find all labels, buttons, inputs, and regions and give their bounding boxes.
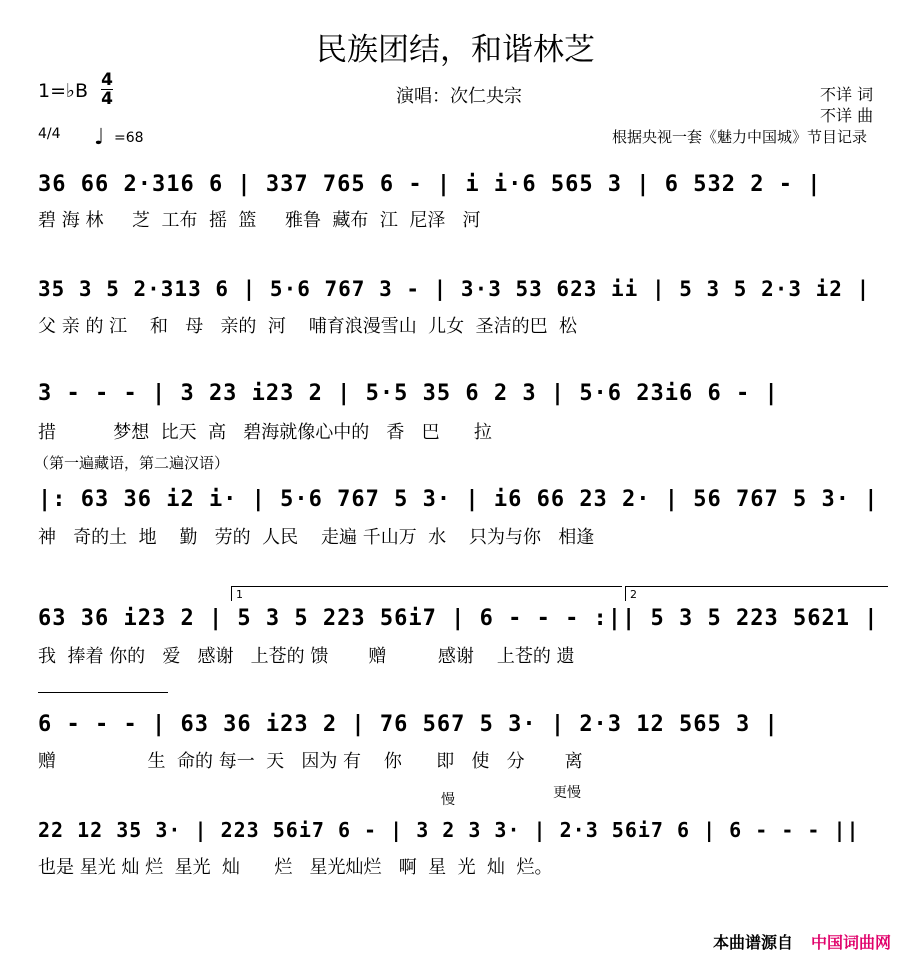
notation-line: 35 3 5 2·313 6 | 5·6 767 3 - | 3·3 53 623 ii | 5 3 5 2·3 i2 | [38, 277, 871, 301]
volta-bracket-1 [231, 586, 622, 601]
volta-bracket-2 [625, 586, 888, 601]
tempo-slow-marking: 慢 [441, 792, 455, 808]
music-system-5 [0, 602, 911, 636]
site-brand-link[interactable]: 中国词曲网 [810, 933, 891, 952]
lyricist-credit: 不详 词 [820, 85, 874, 104]
lyric-line-5: 我 捧着 你的 爱 感谢 上苍的 馈 赠 感谢 上苍的 遗 [38, 646, 575, 667]
footer-credit [713, 930, 891, 953]
tempo-marking: =68 [114, 130, 144, 146]
music-system-3 [0, 377, 911, 411]
music-system-4 [0, 483, 911, 517]
notation-line: 6 - - - | 63 36 i23 2 | 76 567 5 3· | 2·3 12 565 3 | [38, 712, 779, 737]
tempo-slower-marking: 更慢 [553, 785, 581, 801]
key-signature: 1=♭B [38, 80, 89, 102]
volta-continuation-line [38, 692, 168, 693]
music-system-1 [0, 168, 911, 202]
footer-source-label: 本曲谱源自 [712, 933, 793, 952]
music-system-6 [0, 708, 911, 742]
meter-label: 4/4 [38, 126, 61, 142]
quarter-note-icon: ♩ [94, 125, 105, 150]
notation-line: 22 12 35 3· | 223 56i7 6 - | 3 2 3 3· | 2·3 56i7 6 | 6 - - - || [38, 818, 860, 842]
song-title: 民族团结，和谐林芝 [316, 32, 595, 68]
notation-line: 63 36 i23 2 | 5 3 5 223 56i7 | 6 - - - :|| 5 3 5 223 5621 | [38, 606, 879, 631]
lyric-line-4: 神 奇的土 地 勤 劳的 人民 走遍 千山万 水 只为与你 相逢 [38, 527, 595, 548]
source-note: 根据央视一套《魅力中国城》节目记录 [612, 128, 868, 146]
lyric-line-2: 父 亲 的 江 和 母 亲的 河 哺育浪漫雪山 儿女 圣洁的巴 松 [38, 316, 578, 337]
time-signature-bottom: 4 [101, 89, 113, 109]
music-system-2 [0, 272, 911, 306]
composer-credit: 不详 曲 [820, 106, 874, 125]
verse-language-note: （第一遍藏语，第二遍汉语） [34, 454, 230, 472]
volta-1-label: 1 [236, 588, 243, 601]
lyric-line-6: 赠 生 命的 每一 天 因为 有 你 即 使 分 离 [38, 751, 583, 772]
music-system-7 [0, 813, 911, 847]
notation-line: 3 - - - | 3 23 i23 2 | 5·5 35 6 2 3 | 5·6 23i6 6 - | [38, 381, 779, 406]
notation-line: 36 66 2·316 6 | 337 765 6 - | i i·6 565 3 | 6 532 2 - | [38, 172, 822, 197]
time-signature [100, 71, 114, 108]
time-signature-top: 4 [101, 70, 113, 90]
lyric-line-7: 也是 星光 灿 烂 星光 灿 烂 星光灿烂 啊 星 光 灿 烂。 [38, 857, 553, 878]
lyric-line-1: 碧 海 林 芝 工布 摇 篮 雅鲁 藏布 江 尼泽 河 [38, 210, 481, 231]
notation-line: |: 63 36 i2 i· | 5·6 767 5 3· | i6 66 23 2· | 56 767 5 3· | [38, 487, 879, 512]
singer-credit: 演唱：次仁央宗 [396, 86, 522, 107]
volta-2-label: 2 [630, 588, 637, 601]
lyric-line-3: 措 梦想 比天 高 碧海就像心中的 香 巴 拉 [38, 422, 492, 443]
